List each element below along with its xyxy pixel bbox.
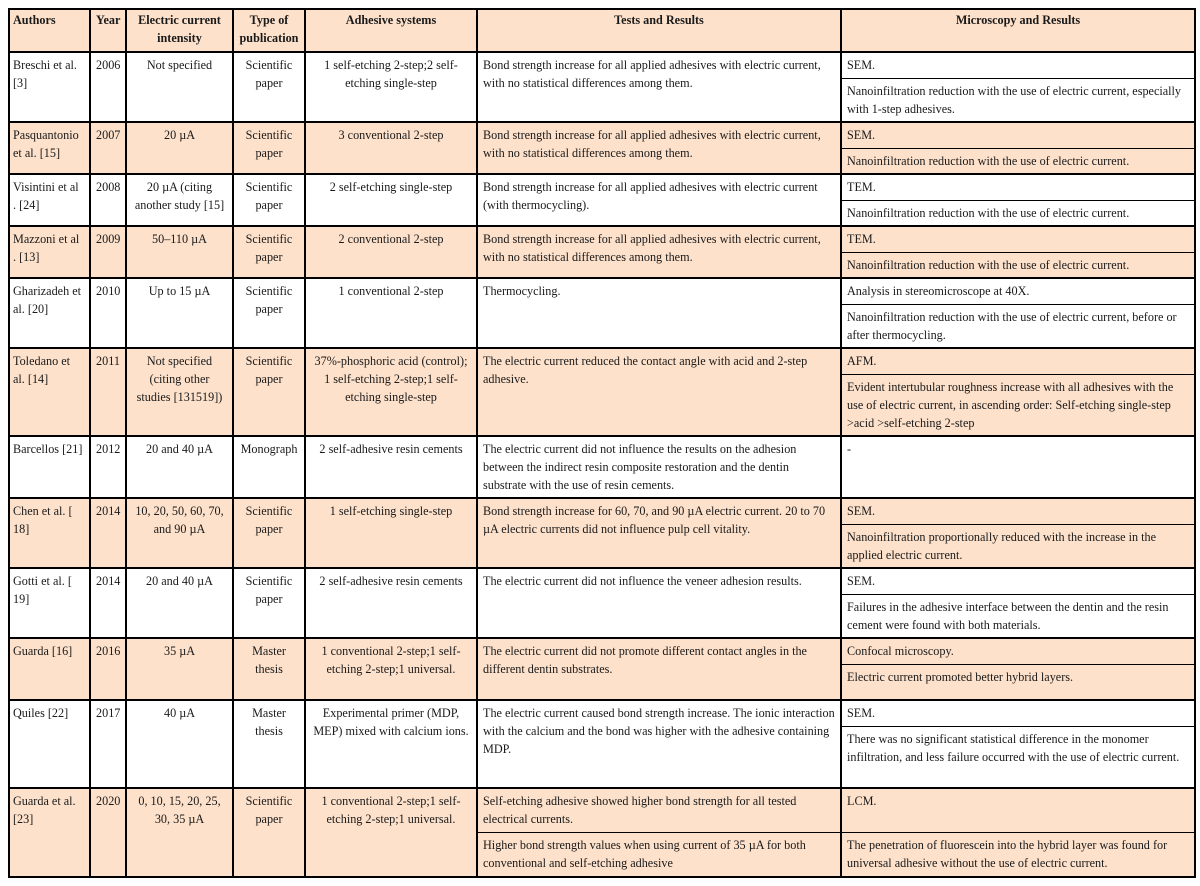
year-cell: 2012: [91, 437, 127, 499]
year-cell: 2006: [91, 53, 127, 123]
year-cell: 2011: [91, 349, 127, 437]
microscopy-results-cell: The penetration of fluorescein into the hybrid layer was found for universal adhesive without the use of electric current.: [842, 833, 1196, 878]
microscopy-method-cell: TEM.: [842, 175, 1196, 201]
microscopy-results-cell: -: [842, 437, 1196, 499]
literature-review-table: [8, 8, 1196, 878]
current-intensity-cell: 0, 10, 15, 20, 25, 30, 35 µA: [127, 789, 234, 878]
authors-cell: Toledano et al. [14]: [8, 349, 91, 437]
tests-results-cell: The electric current caused bond strength increase. The ionic interaction with the calcium and the bond was higher with the adhesive containing MDP.: [478, 701, 842, 789]
header-adhesive-systems: Adhesive systems: [306, 8, 478, 53]
authors-cell: Visintini et al . [24]: [8, 175, 91, 227]
year-cell: 2014: [91, 569, 127, 639]
authors-cell: Breschi et al. [3]: [8, 53, 91, 123]
tests-results-cell: Thermocycling.: [478, 279, 842, 349]
year-cell: 2020: [91, 789, 127, 878]
current-intensity-cell: 50–110 µA: [127, 227, 234, 279]
header-year: Year: [91, 8, 127, 53]
adhesive-systems-cell: 3 conventional 2-step: [306, 123, 478, 175]
header-authors: Authors: [8, 8, 91, 53]
tests-results-cell: The electric current did not influence the veneer adhesion results.: [478, 569, 842, 639]
year-cell: 2014: [91, 499, 127, 569]
tests-results-cell: Bond strength increase for 60, 70, and 90 µA electric current. 20 to 70 µA electric currents did not influence pulp cell vitality.: [478, 499, 842, 569]
header-publication-type: Type of publication: [234, 8, 306, 53]
tests-results-cell: The electric current did not promote different contact angles in the different dentin substrates.: [478, 639, 842, 701]
authors-cell: Mazzoni et al . [13]: [8, 227, 91, 279]
tests-results-cell: Higher bond strength values when using current of 35 µA for both conventional and self-etching adhesive: [478, 833, 842, 878]
year-cell: 2007: [91, 123, 127, 175]
microscopy-results-cell: Nanoinfiltration reduction with the use of electric current.: [842, 201, 1196, 227]
adhesive-systems-cell: 2 self-adhesive resin cements: [306, 437, 478, 499]
adhesive-systems-cell: 2 self-adhesive resin cements: [306, 569, 478, 639]
microscopy-method-cell: Confocal microscopy.: [842, 639, 1196, 665]
adhesive-systems-cell: 1 self-etching 2-step;2 self-etching single-step: [306, 53, 478, 123]
publication-type-cell: Scientific paper: [234, 53, 306, 123]
tests-results-cell: Bond strength increase for all applied adhesives with electric current, with no statistical differences among them.: [478, 227, 842, 279]
microscopy-results-cell: Nanoinfiltration reduction with the use of electric current, especially with 1-step adhesives.: [842, 79, 1196, 123]
publication-type-cell: Scientific paper: [234, 569, 306, 639]
year-cell: 2017: [91, 701, 127, 789]
adhesive-systems-cell: 1 conventional 2-step;1 self-etching 2-step;1 universal.: [306, 639, 478, 701]
microscopy-method-cell: LCM.: [842, 789, 1196, 833]
tests-results-cell: The electric current did not influence the results on the adhesion between the indirect resin composite restoration and the dentin substrate with the use of resin cements.: [478, 437, 842, 499]
current-intensity-cell: Up to 15 µA: [127, 279, 234, 349]
authors-cell: Gotti et al. [ 19]: [8, 569, 91, 639]
microscopy-method-cell: SEM.: [842, 569, 1196, 595]
microscopy-results-cell: Nanoinfiltration proportionally reduced with the increase in the applied electric current.: [842, 525, 1196, 569]
year-cell: 2008: [91, 175, 127, 227]
microscopy-method-cell: TEM.: [842, 227, 1196, 253]
publication-type-cell: Scientific paper: [234, 175, 306, 227]
adhesive-systems-cell: 2 conventional 2-step: [306, 227, 478, 279]
publication-type-cell: Scientific paper: [234, 279, 306, 349]
publication-type-cell: Master thesis: [234, 639, 306, 701]
adhesive-systems-cell: Experimental primer (MDP, MEP) mixed with calcium ions.: [306, 701, 478, 789]
header-microscopy-results: Microscopy and Results: [842, 8, 1196, 53]
microscopy-method-cell: SEM.: [842, 53, 1196, 79]
microscopy-results-cell: Electric current promoted better hybrid layers.: [842, 665, 1196, 701]
microscopy-results-cell: Nanoinfiltration reduction with the use of electric current.: [842, 149, 1196, 175]
tests-results-cell: Bond strength increase for all applied adhesives with electric current (with thermocycling).: [478, 175, 842, 227]
year-cell: 2010: [91, 279, 127, 349]
authors-cell: Gharizadeh et al. [20]: [8, 279, 91, 349]
publication-type-cell: Monograph: [234, 437, 306, 499]
adhesive-systems-cell: 2 self-etching single-step: [306, 175, 478, 227]
authors-cell: Pasquantonio et al. [15]: [8, 123, 91, 175]
adhesive-systems-cell: 37%-phosphoric acid (control); 1 self-etching 2-step;1 self-etching single-step: [306, 349, 478, 437]
microscopy-method-cell: SEM.: [842, 701, 1196, 727]
publication-type-cell: Scientific paper: [234, 227, 306, 279]
microscopy-results-cell: Evident intertubular roughness increase with all adhesives with the use of electric current, in ascending order: Self-etching single-step >acid >self-etching 2-step: [842, 375, 1196, 437]
current-intensity-cell: 20 and 40 µA: [127, 437, 234, 499]
microscopy-results-cell: Failures in the adhesive interface between the dentin and the resin cement were found with both materials.: [842, 595, 1196, 639]
microscopy-results-cell: Nanoinfiltration reduction with the use of electric current, before or after thermocycling.: [842, 305, 1196, 349]
current-intensity-cell: Not specified: [127, 53, 234, 123]
publication-type-cell: Scientific paper: [234, 499, 306, 569]
current-intensity-cell: 35 µA: [127, 639, 234, 701]
tests-results-cell: Self-etching adhesive showed higher bond strength for all tested electrical currents.: [478, 789, 842, 833]
publication-type-cell: Scientific paper: [234, 789, 306, 878]
year-cell: 2009: [91, 227, 127, 279]
microscopy-method-cell: Analysis in stereomicroscope at 40X.: [842, 279, 1196, 305]
adhesive-systems-cell: 1 self-etching single-step: [306, 499, 478, 569]
adhesive-systems-cell: 1 conventional 2-step;1 self-etching 2-step;1 universal.: [306, 789, 478, 878]
microscopy-results-cell: Nanoinfiltration reduction with the use of electric current.: [842, 253, 1196, 279]
tests-results-cell: The electric current reduced the contact angle with acid and 2-step adhesive.: [478, 349, 842, 437]
microscopy-method-cell: SEM.: [842, 123, 1196, 149]
microscopy-method-cell: SEM.: [842, 499, 1196, 525]
microscopy-results-cell: There was no significant statistical difference in the monomer infiltration, and less failure occurred with the use of electric current.: [842, 727, 1196, 789]
authors-cell: Barcellos [21]: [8, 437, 91, 499]
publication-type-cell: Scientific paper: [234, 349, 306, 437]
authors-cell: Chen et al. [ 18]: [8, 499, 91, 569]
publication-type-cell: Scientific paper: [234, 123, 306, 175]
current-intensity-cell: 20 µA: [127, 123, 234, 175]
current-intensity-cell: 40 µA: [127, 701, 234, 789]
authors-cell: Quiles [22]: [8, 701, 91, 789]
header-current-intensity: Electric current intensity: [127, 8, 234, 53]
header-tests-results: Tests and Results: [478, 8, 842, 53]
tests-results-cell: Bond strength increase for all applied adhesives with electric current, with no statistical differences among them.: [478, 53, 842, 123]
year-cell: 2016: [91, 639, 127, 701]
authors-cell: Guarda [16]: [8, 639, 91, 701]
current-intensity-cell: 20 µA (citing another study [15]: [127, 175, 234, 227]
authors-cell: Guarda et al. [23]: [8, 789, 91, 878]
current-intensity-cell: Not specified (citing other studies [131519]): [127, 349, 234, 437]
microscopy-method-cell: AFM.: [842, 349, 1196, 375]
adhesive-systems-cell: 1 conventional 2-step: [306, 279, 478, 349]
publication-type-cell: Master thesis: [234, 701, 306, 789]
current-intensity-cell: 20 and 40 µA: [127, 569, 234, 639]
current-intensity-cell: 10, 20, 50, 60, 70, and 90 µA: [127, 499, 234, 569]
tests-results-cell: Bond strength increase for all applied adhesives with electric current, with no statistical differences among them.: [478, 123, 842, 175]
